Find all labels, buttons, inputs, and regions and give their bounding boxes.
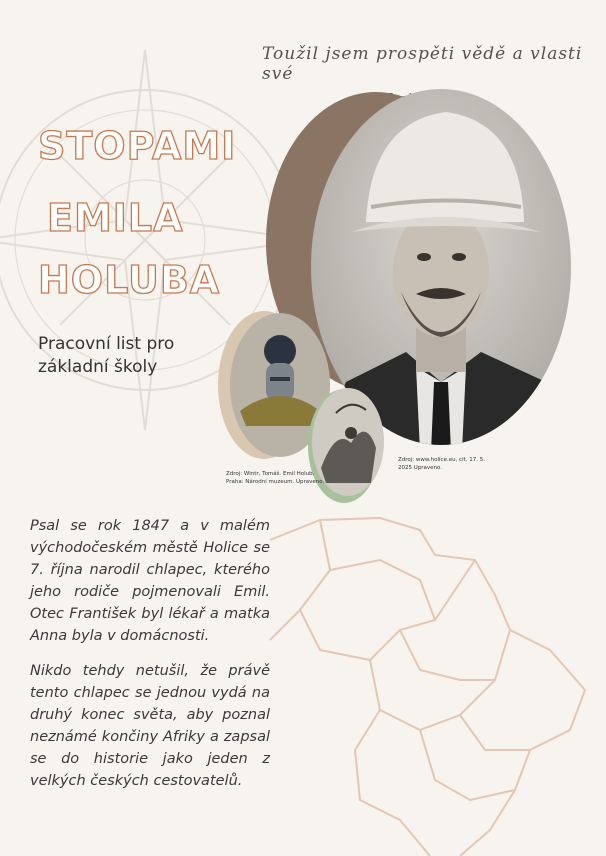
warrior-caption: Zdroj: Wintr, Tomáš. Emil Holub. Praha: Národní muzeum. Upraveno. (226, 471, 325, 485)
subtitle: Pracovní list pro základní školy (38, 334, 175, 377)
title-line-3: HOLUBA (38, 258, 221, 302)
paragraph-2: Nikdo tehdy netušil, že právě tento chlapec se jednou vydá na druhý konec světa, aby poznal neznámé končiny Afriky a zapsal se do historie jako jeden z velkých českých cestovatelů. (30, 663, 270, 789)
header-quote: Toužil jsem prospěti vědě a vlasti své (262, 44, 583, 84)
africa-map-outline (260, 500, 606, 856)
paragraph-1: Psal se rok 1847 a v malém východočeském městě Holice se 7. října narodil chlapec, kterého jeho rodiče pojmenovali Emil. Otec František byl lékař a matka Anna byla v domácnosti. (30, 518, 270, 644)
portrait-caption: Zdroj: www.holice.eu, cit. 17. 5. 2025 Upraveno. (398, 457, 486, 471)
title-line-2: EMILA (47, 196, 184, 240)
title-line-1: STOPAMI (38, 124, 237, 168)
